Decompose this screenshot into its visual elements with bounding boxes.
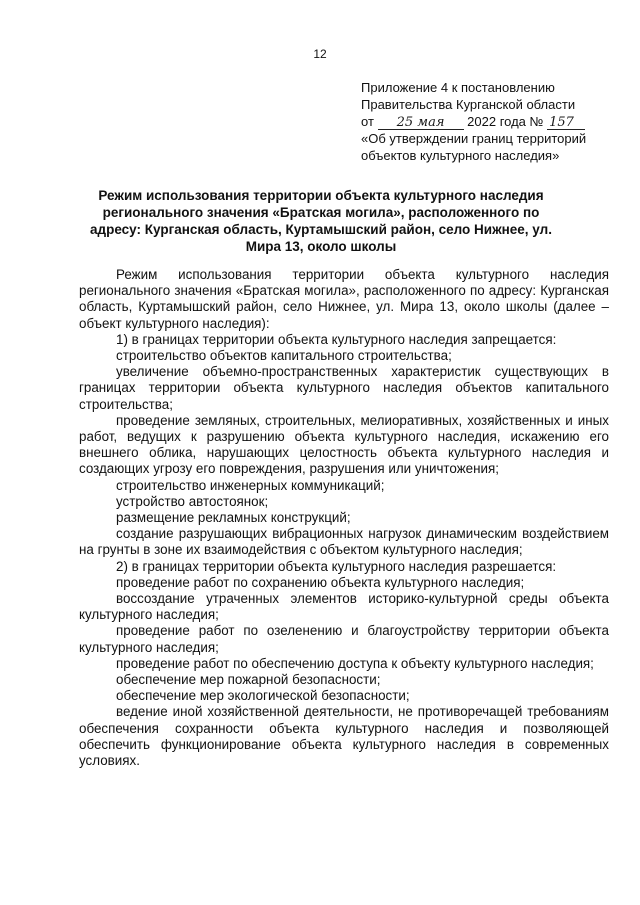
- appendix-line-2: Правительства Курганской области: [361, 97, 576, 112]
- list-item: строительство инженерных коммуникаций;: [116, 477, 385, 493]
- appendix-line-1: Приложение 4 к постановлению: [361, 80, 555, 95]
- list-item: устройство автостоянок;: [116, 493, 269, 509]
- list-item: проведение работ по озеленению и благоустройству территории объекта культурного наследия;: [79, 623, 609, 655]
- appendix-line-4: «Об утверждении границ территорий: [361, 131, 587, 146]
- paragraph-allowed-heading: 2) в границах территории объекта культурного наследия разрешается:: [116, 558, 557, 574]
- appendix-date-line: [361, 113, 631, 130]
- list-item: ведение иной хозяйственной деятельности, не противоречащей требованиям обеспечения сохранности объекта культурного наследия и позволяющей обеспечить функционирование объекта культурного наследия в современных условиях.: [79, 704, 609, 769]
- appendix-line-5: объектов культурного наследия»: [361, 148, 560, 163]
- list-item: увеличение объемно-пространственных характеристик существующих в границах территории объекта культурного наследия объектов капитального строительства;: [79, 364, 609, 412]
- paragraph-intro: Режим использования территории объекта культурного наследия регионального значения «Братская могила», расположенного по адресу: Курганская область, Куртамышский район, село Нижнее, ул. Мира 13, около школы (далее – объект культурного наследия):: [79, 267, 609, 331]
- handwritten-date: 25 мая: [378, 116, 464, 130]
- date-year: 2022 года №: [467, 114, 544, 129]
- list-item: создание разрушающих вибрационных нагрузок динамическим воздействием на грунты в зоне их взаимодействия с объектом культурного наследия;: [79, 526, 609, 558]
- paragraph-prohibited-heading: 1) в границах территории объекта культурного наследия запрещается:: [116, 331, 557, 347]
- handwritten-number: 157: [547, 116, 585, 130]
- list-item: воссоздание утраченных элементов историко-культурной среды объекта культурного наследия;: [79, 591, 609, 623]
- document-title: Режим использования территории объекта культурного наследия регионального значения «Братская могила», расположенного по адресу: Курганская область, Куртамышский район, село Нижнее, ул. Мира 13, около школы: [90, 188, 552, 254]
- list-item: проведение работ по обеспечению доступа к объекту культурного наследия;: [116, 655, 594, 671]
- list-item: обеспечение мер экологической безопасности;: [116, 688, 410, 704]
- list-item: проведение работ по сохранению объекта культурного наследия;: [116, 574, 525, 590]
- appendix-header: [361, 79, 631, 164]
- document-body: [79, 267, 609, 769]
- page-number: 12: [313, 47, 327, 61]
- list-item: обеспечение мер пожарной безопасности;: [116, 672, 381, 688]
- list-item: строительство объектов капитального строительства;: [116, 348, 452, 364]
- list-item: проведение земляных, строительных, мелиоративных, хозяйственных и иных работ, ведущих к разрушению объекта культурного наследия, искажению его внешнего облика, нарушающих целостность объекта культурного наследия и создающих угрозу его повреждения, разрушения или уничтожения;: [79, 412, 609, 477]
- list-item: размещение рекламных конструкций;: [116, 510, 351, 526]
- date-prefix: от: [361, 114, 374, 129]
